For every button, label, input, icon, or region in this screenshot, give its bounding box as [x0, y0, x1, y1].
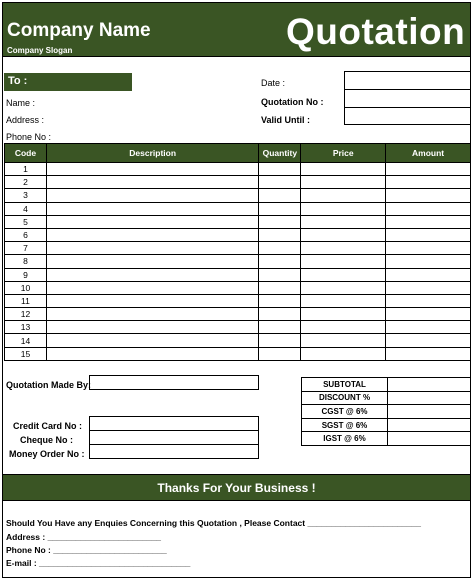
contact-address-line: Address : ________________________	[6, 532, 162, 542]
price-cell[interactable]	[301, 215, 386, 228]
column-header-quantity: Quantity	[259, 144, 301, 163]
cheque-label: Cheque No :	[20, 435, 73, 445]
code-cell: 6	[5, 228, 47, 241]
amount-cell[interactable]	[386, 163, 471, 176]
valid-until-field[interactable]	[345, 108, 470, 126]
totals-row	[302, 418, 471, 432]
quantity-cell[interactable]	[259, 202, 301, 215]
quotation-no-field[interactable]	[345, 90, 470, 108]
code-cell: 13	[5, 321, 47, 334]
quotation-sheet	[2, 2, 471, 578]
table-row	[5, 347, 471, 360]
price-cell[interactable]	[301, 308, 386, 321]
price-cell[interactable]	[301, 321, 386, 334]
totals-value-field[interactable]	[388, 405, 471, 419]
amount-cell[interactable]	[386, 268, 471, 281]
company-slogan: Company Slogan	[7, 46, 73, 55]
code-cell: 12	[5, 308, 47, 321]
totals-row	[302, 432, 471, 446]
valid-until-label: Valid Until :	[261, 115, 311, 125]
quantity-cell[interactable]	[259, 189, 301, 202]
code-cell: 8	[5, 255, 47, 268]
quantity-cell[interactable]	[259, 242, 301, 255]
quantity-cell[interactable]	[259, 334, 301, 347]
description-cell[interactable]	[46, 228, 258, 241]
quantity-cell[interactable]	[259, 255, 301, 268]
date-label: Date :	[261, 78, 286, 88]
table-row	[5, 255, 471, 268]
amount-cell[interactable]	[386, 202, 471, 215]
contact-phone-line: Phone No : ________________________	[6, 545, 167, 555]
table-row	[5, 228, 471, 241]
quantity-cell[interactable]	[259, 281, 301, 294]
description-cell[interactable]	[46, 255, 258, 268]
table-row	[5, 215, 471, 228]
money-order-label: Money Order No :	[9, 449, 85, 459]
amount-cell[interactable]	[386, 255, 471, 268]
totals-body	[302, 378, 471, 446]
totals-value-field[interactable]	[388, 432, 471, 446]
document-title: Quotation	[286, 11, 466, 52]
quantity-cell[interactable]	[259, 321, 301, 334]
price-cell[interactable]	[301, 202, 386, 215]
amount-cell[interactable]	[386, 242, 471, 255]
amount-cell[interactable]	[386, 294, 471, 307]
quantity-cell[interactable]	[259, 294, 301, 307]
quote-info-fields	[344, 71, 471, 125]
address-label: Address :	[6, 115, 45, 125]
description-cell[interactable]	[46, 189, 258, 202]
price-cell[interactable]	[301, 347, 386, 360]
description-cell[interactable]	[46, 215, 258, 228]
amount-cell[interactable]	[386, 281, 471, 294]
table-row	[5, 334, 471, 347]
header-bar	[3, 3, 470, 57]
table-row	[5, 321, 471, 334]
totals-value-field[interactable]	[388, 378, 471, 392]
phone-label: Phone No :	[6, 132, 52, 142]
totals-label: SGST @ 6%	[302, 418, 388, 432]
description-cell[interactable]	[46, 242, 258, 255]
price-cell[interactable]	[301, 163, 386, 176]
description-cell[interactable]	[46, 163, 258, 176]
table-row	[5, 242, 471, 255]
column-header-price: Price	[301, 144, 386, 163]
quantity-cell[interactable]	[259, 163, 301, 176]
column-header-description: Description	[46, 144, 258, 163]
code-cell: 7	[5, 242, 47, 255]
table-row	[5, 163, 471, 176]
amount-cell[interactable]	[386, 228, 471, 241]
amount-cell[interactable]	[386, 334, 471, 347]
amount-cell[interactable]	[386, 189, 471, 202]
description-cell[interactable]	[46, 347, 258, 360]
code-cell: 1	[5, 163, 47, 176]
table-row	[5, 189, 471, 202]
code-cell: 2	[5, 176, 47, 189]
totals-row	[302, 391, 471, 405]
table-row	[5, 308, 471, 321]
totals-row	[302, 378, 471, 392]
price-cell[interactable]	[301, 228, 386, 241]
price-cell[interactable]	[301, 281, 386, 294]
price-cell[interactable]	[301, 255, 386, 268]
totals-value-field[interactable]	[388, 391, 471, 405]
amount-cell[interactable]	[386, 215, 471, 228]
date-field[interactable]	[345, 72, 470, 90]
totals-value-field[interactable]	[388, 418, 471, 432]
name-label: Name :	[6, 98, 36, 108]
quantity-cell[interactable]	[259, 347, 301, 360]
code-cell: 5	[5, 215, 47, 228]
credit-card-label: Credit Card No :	[13, 421, 83, 431]
description-cell[interactable]	[46, 202, 258, 215]
table-row	[5, 294, 471, 307]
amount-cell[interactable]	[386, 176, 471, 189]
code-cell: 10	[5, 281, 47, 294]
description-cell[interactable]	[46, 308, 258, 321]
quantity-cell[interactable]	[259, 268, 301, 281]
table-row	[5, 202, 471, 215]
totals-label: DISCOUNT %	[302, 391, 388, 405]
column-header-amount: Amount	[386, 144, 471, 163]
totals-label: CGST @ 6%	[302, 405, 388, 419]
made-by-field[interactable]	[89, 375, 259, 390]
made-by-label: Quotation Made By:	[6, 380, 91, 390]
credit-card-field[interactable]	[90, 417, 258, 431]
code-cell: 14	[5, 334, 47, 347]
amount-cell[interactable]	[386, 347, 471, 360]
quantity-cell[interactable]	[259, 215, 301, 228]
totals-row	[302, 405, 471, 419]
price-cell[interactable]	[301, 294, 386, 307]
description-cell[interactable]	[46, 281, 258, 294]
enquiry-line: Should You Have any Enquies Concerning this Quotation , Please Contact ________________________	[6, 518, 421, 528]
to-label: To :	[4, 73, 132, 91]
code-cell: 9	[5, 268, 47, 281]
thanks-banner: Thanks For Your Business !	[3, 474, 470, 501]
company-name: Company Name	[7, 20, 151, 41]
amount-cell[interactable]	[386, 321, 471, 334]
price-cell[interactable]	[301, 189, 386, 202]
price-cell[interactable]	[301, 268, 386, 281]
price-cell[interactable]	[301, 176, 386, 189]
code-cell: 15	[5, 347, 47, 360]
contact-email-line: E-mail : ________________________________	[6, 558, 191, 568]
description-cell[interactable]	[46, 321, 258, 334]
code-cell: 4	[5, 202, 47, 215]
code-cell: 11	[5, 294, 47, 307]
code-cell: 3	[5, 189, 47, 202]
items-header-row	[5, 144, 471, 163]
amount-cell[interactable]	[386, 308, 471, 321]
description-cell[interactable]	[46, 294, 258, 307]
table-row	[5, 176, 471, 189]
quantity-cell[interactable]	[259, 228, 301, 241]
price-cell[interactable]	[301, 334, 386, 347]
items-table	[4, 143, 471, 361]
price-cell[interactable]	[301, 242, 386, 255]
description-cell[interactable]	[46, 334, 258, 347]
items-body	[5, 163, 471, 361]
quotation-no-label: Quotation No :	[261, 97, 324, 107]
quantity-cell[interactable]	[259, 308, 301, 321]
table-row	[5, 268, 471, 281]
cheque-field[interactable]	[90, 431, 258, 445]
payment-fields	[89, 416, 259, 459]
totals-label: SUBTOTAL	[302, 378, 388, 392]
description-cell[interactable]	[46, 268, 258, 281]
totals-table	[301, 377, 471, 446]
quantity-cell[interactable]	[259, 176, 301, 189]
description-cell[interactable]	[46, 176, 258, 189]
money-order-field[interactable]	[90, 445, 258, 459]
totals-label: IGST @ 6%	[302, 432, 388, 446]
column-header-code: Code	[5, 144, 47, 163]
table-row	[5, 281, 471, 294]
